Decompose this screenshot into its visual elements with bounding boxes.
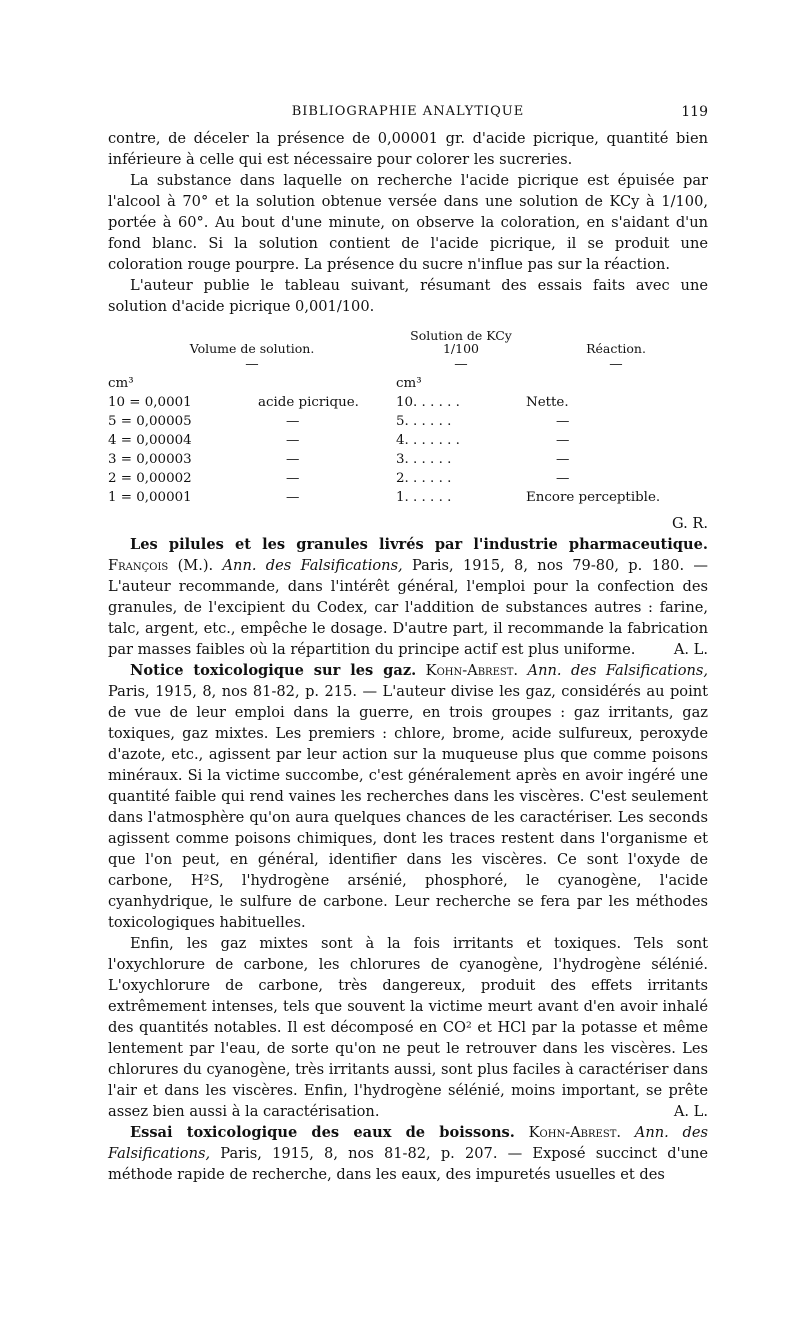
article-ref: Paris, 1915, 8, nos 81-82, p. 207. — <box>220 1145 523 1162</box>
article-eaux <box>108 1122 708 1185</box>
cell-solution: 5. . . . . . <box>396 414 452 429</box>
article-signature: A. L. <box>673 1103 708 1120</box>
cell-reaction: — <box>556 414 570 429</box>
running-title: BIBLIOGRAPHIE ANALYTIQUE <box>291 104 525 119</box>
cell-volume: 1 = 0,00001 <box>108 490 192 505</box>
table-dash-row <box>108 355 706 374</box>
article-title: Notice toxicologique sur les gaz. <box>130 662 417 679</box>
header-solution: Solution de KCy 1/100 <box>410 328 512 356</box>
cell-reaction: Nette. <box>526 395 569 410</box>
article-text: Enfin, les gaz mixtes sont à la fois irritants et toxiques. Tels sont l'oxychlorure de carbone, les chlorures de cyanogène, l'hydrogène sélénié. L'oxychlorure de carbone, très dangereux, produit des effets irritants extrêmement intenses, tels que souvent la victime meurt avant d'en avoir inhalé des quantités notables. Il est décomposé en CO² et HCl par la potasse et même lentement par l'eau, de sorte qu'on ne peut le retrouver dans les viscères. Les chlorures du cyanogène, très irritants aussi, sont plus faciles à caractériser dans l'air et dans les viscères. Enfin, l'hydrogène sélénié, moins important, se prête assez bien aussi à la caractérisation. <box>108 935 708 1120</box>
article-signature: A. L. <box>673 641 708 658</box>
article-author: Kohn-Abrest. <box>528 1124 622 1141</box>
unit-mid: cm³ <box>396 376 422 391</box>
cell-solution: 4. . . . . . . <box>396 433 460 448</box>
cell-volume: 2 = 0,00002 <box>108 471 192 486</box>
cell-reaction: — <box>556 433 570 448</box>
article-journal: Ann. des Falsifications, <box>222 557 403 574</box>
article-text: L'auteur divise les gaz, considérés au point de vue de leur emploi dans la guerre, en trois groupes : gaz irritants, gaz toxiques, gaz mixtes. Les premiers : chlore, brome, acide sulfureux, peroxyde d'azote, etc., agissent par leur action sur la muqueuse plus que comme poisons minéraux. Si la victime succombe, c'est généralement après en avoir ingéré une quantité faible qui rend vaines les recherches dans les viscères. C'est seulement dans l'atmosphère qu'on aura quelques chances de les caractériser. Les seconds agissent comme poisons chimiques, dont les traces restent dans l'organisme et que l'on peut, en général, identifier dans les viscères. Ce sont l'oxyde de carbone, H²S, l'hydrogène arsénié, phosphoré, le cyanogène, l'acide cyanhydrique, le sulfure de carbone. Leur recherche se fera par les méthodes toxicologiques habituelles. <box>108 683 709 931</box>
table-row <box>108 412 706 431</box>
cell-solution: 10. . . . . . <box>396 395 460 410</box>
article-gaz-continued <box>108 933 708 1122</box>
page-body <box>108 128 708 1185</box>
cell-substance: — <box>286 414 300 429</box>
cell-volume: 5 = 0,00005 <box>108 414 192 429</box>
article-ref: Paris, 1915, 8, nos 81-82, p. 215. — <box>108 683 378 700</box>
picric-acid-table <box>108 329 706 507</box>
cell-reaction: — <box>556 452 570 467</box>
header-volume: Volume de solution. <box>189 341 315 356</box>
cell-reaction: Encore perceptible. <box>526 490 661 505</box>
cell-volume: 4 = 0,00004 <box>108 433 192 448</box>
table-row <box>108 450 706 469</box>
article-author: Kohn-Abrest. <box>425 662 519 679</box>
unit-left: cm³ <box>108 376 134 391</box>
cell-solution: 2. . . . . . <box>396 471 452 486</box>
page-number: 119 <box>681 104 708 120</box>
signature-gr: G. R. <box>671 515 708 532</box>
cell-substance: — <box>286 490 300 505</box>
cell-volume: 3 = 0,00003 <box>108 452 192 467</box>
paragraph-continuation: contre, de déceler la présence de 0,00001 gr. d'acide picrique, quantité bien inférieure à celle qui est nécessaire pour colorer les sucreries. <box>108 130 708 168</box>
article-text: Exposé succinct d'une méthode rapide de recherche, dans les eaux, des impuretés usuelles et des <box>108 1145 709 1183</box>
table-row <box>108 393 706 412</box>
dash-solution: — <box>454 357 468 372</box>
article-title: Les pilules et les granules livrés par l'industrie pharmaceutique. <box>130 536 708 553</box>
article-text: L'auteur recommande, dans l'intérêt général, l'emploi pour la confection des granules, de l'excipient du Codex, car l'addition de substances autres : farine, talc, argent, etc., empêche le dosage. D'autre part, il recommande la fabrication par masses faibles où la répartition du principe actif est plus uniforme. <box>108 578 708 658</box>
running-header <box>108 104 708 124</box>
article-title: Essai toxicologique des eaux de boissons. <box>130 1124 515 1141</box>
cell-substance: — <box>286 433 300 448</box>
dash-volume: — <box>245 357 259 372</box>
cell-substance: — <box>286 452 300 467</box>
cell-substance: — <box>286 471 300 486</box>
article-journal: Ann. des Falsifications, <box>527 662 709 679</box>
paragraph-method: La substance dans laquelle on recherche l'acide picrique est épuisée par l'alcool à 70° et la solution obtenue versée dans une solution de KCy à 1/100, portée à 60°. Au bout d'une minute, on observe la coloration, en s'aidant d'un fond blanc. Si la solution contient de l'acide picrique, il se produit une coloration rouge pourpre. La présence du sucre n'influe pas sur la réaction. <box>108 172 708 273</box>
article-gaz <box>108 660 708 933</box>
cell-substance: acide picrique. <box>258 395 359 410</box>
cell-reaction: — <box>556 471 570 486</box>
article-ref: Paris, 1915, 8, nos 79-80, p. 180. — <box>412 557 708 574</box>
table-unit-row <box>108 374 706 393</box>
cell-volume: 10 = 0,0001 <box>108 395 192 410</box>
table-header-row <box>108 329 706 355</box>
cell-solution: 3. . . . . . <box>396 452 452 467</box>
table-row <box>108 469 706 488</box>
dash-reaction: — <box>609 357 623 372</box>
table-row <box>108 488 706 507</box>
article-pilules <box>108 534 708 660</box>
cell-solution: 1. . . . . . <box>396 490 452 505</box>
header-reaction: Réaction. <box>586 341 646 356</box>
article-author: François (M.). <box>108 557 214 574</box>
table-row <box>108 431 706 450</box>
paragraph-table-intro: L'auteur publie le tableau suivant, résumant des essais faits avec une solution d'acide picrique 0,001/100. <box>108 277 708 315</box>
article-journal: Ann. des Falsifications, <box>108 1124 708 1162</box>
